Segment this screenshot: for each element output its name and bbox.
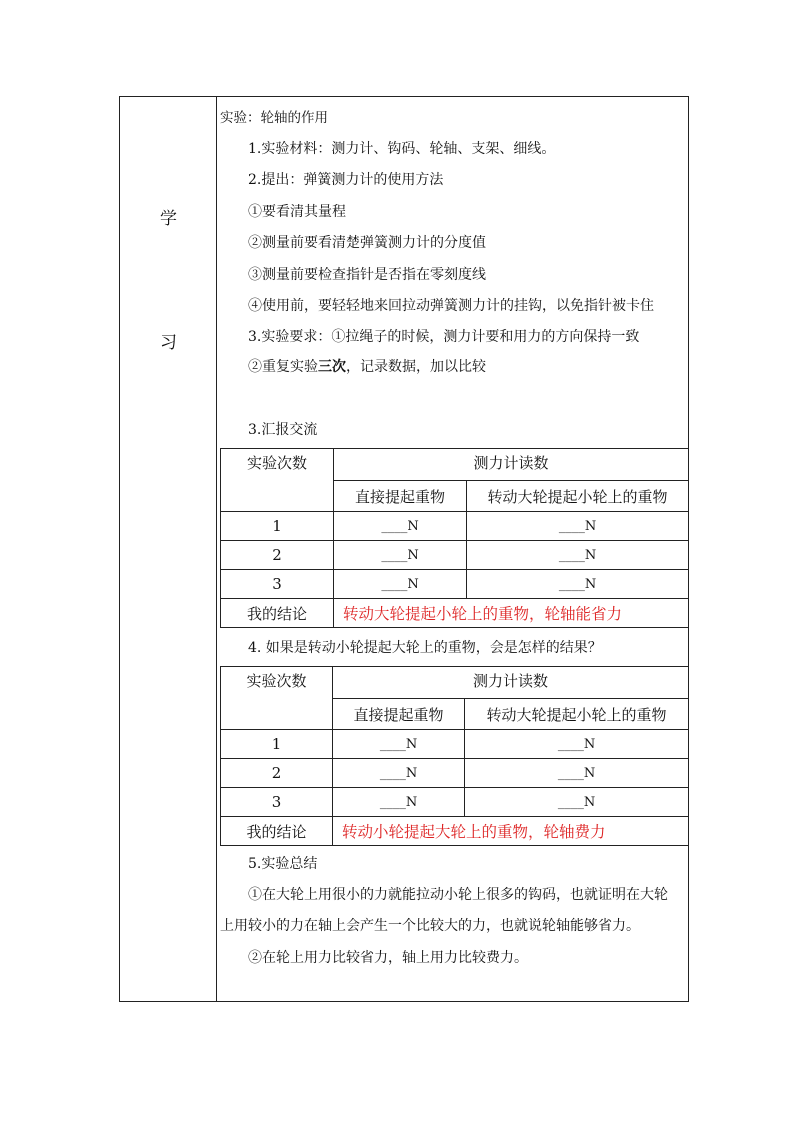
wheel-reading: ____N: [467, 570, 689, 599]
col-trials-header: 实验次数: [221, 449, 334, 512]
wheel-reading: ____N: [467, 512, 689, 541]
question-4: 4. 如果是转动小轮提起大轮上的重物，会是怎样的结果？: [248, 640, 602, 656]
experiment-title: 实验：轮轴的作用: [220, 110, 328, 126]
propose-text: 2.提出：弹簧测力计的使用方法: [248, 172, 444, 188]
table-row: [221, 541, 689, 570]
direct-reading: ____N: [333, 759, 465, 788]
repeat-prefix: ②重复实验: [248, 359, 318, 375]
wheel-reading: ____N: [467, 541, 689, 570]
table-row: [221, 512, 689, 541]
col-reading-header: 测力计读数: [334, 449, 689, 481]
wheel-reading: ____N: [465, 759, 689, 788]
usage-item: ④使用前，要轻轻地来回拉动弹簧测力计的挂钩，以免指针被卡住: [248, 298, 654, 314]
direct-reading: ____N: [334, 541, 467, 570]
summary-heading: 5.实验总结: [248, 856, 318, 872]
col-wheel-header: 转动大轮提起小轮上的重物: [465, 699, 689, 730]
usage-item: ①要看清其量程: [248, 204, 346, 220]
usage-item: ③测量前要检查指针是否指在零刻度线: [248, 267, 486, 283]
repeat-suffix: ，记录数据，加以比较: [346, 359, 486, 375]
conclusion-label: 我的结论: [221, 599, 334, 628]
direct-reading: ____N: [334, 512, 467, 541]
direct-reading: ____N: [333, 730, 465, 759]
materials-text: 1.实验材料：测力计、钩码、轮轴、支架、细线。: [248, 141, 556, 157]
col-direct-header: 直接提起重物: [333, 699, 465, 730]
conclusion-text: 转动大轮提起小轮上的重物，轮轴能省力: [334, 599, 689, 628]
table-row: [221, 759, 689, 788]
summary-line: 上用较小的力在轴上会产生一个比较大的力，也就说轮轴能够省力。: [220, 918, 640, 934]
side-label-study: 学: [160, 209, 177, 229]
trial-number: 1: [221, 512, 334, 541]
content-column: [218, 97, 689, 1001]
col-trials-header: 实验次数: [221, 667, 333, 730]
summary-line: ②在轮上用力比较省力，轴上用力比较费力。: [248, 950, 528, 966]
table-row: [221, 730, 689, 759]
col-reading-header: 测力计读数: [333, 667, 689, 699]
direct-reading: ____N: [333, 788, 465, 817]
trial-number: 2: [221, 759, 333, 788]
trial-number: 3: [221, 788, 333, 817]
trial-number: 1: [221, 730, 333, 759]
repeat-text: [248, 356, 486, 376]
repeat-bold: 三次: [318, 359, 346, 375]
summary-line: ①在大轮上用很小的力就能拉动小轮上很多的钩码，也就证明在大轮: [248, 887, 668, 903]
requirement-text: 3.实验要求：①拉绳子的时候，测力计要和用力的方向保持一致: [248, 329, 640, 345]
conclusion-text: 转动小轮提起大轮上的重物，轮轴费力: [333, 817, 689, 846]
direct-reading: ____N: [334, 570, 467, 599]
trial-number: 2: [221, 541, 334, 570]
wheel-reading: ____N: [465, 730, 689, 759]
usage-item: ②测量前要看清楚弹簧测力计的分度值: [248, 235, 486, 251]
table-row: [221, 788, 689, 817]
side-column: [120, 97, 217, 1001]
lesson-table: [119, 96, 689, 1002]
trial-number: 3: [221, 570, 334, 599]
conclusion-label: 我的结论: [221, 817, 333, 846]
results-table-2: [220, 666, 689, 846]
side-label-practice: 习: [160, 333, 177, 353]
report-heading: 3.汇报交流: [248, 422, 318, 438]
table-row: [221, 570, 689, 599]
col-direct-header: 直接提起重物: [334, 481, 467, 512]
wheel-reading: ____N: [465, 788, 689, 817]
col-wheel-header: 转动大轮提起小轮上的重物: [467, 481, 689, 512]
results-table-1: [220, 448, 689, 628]
